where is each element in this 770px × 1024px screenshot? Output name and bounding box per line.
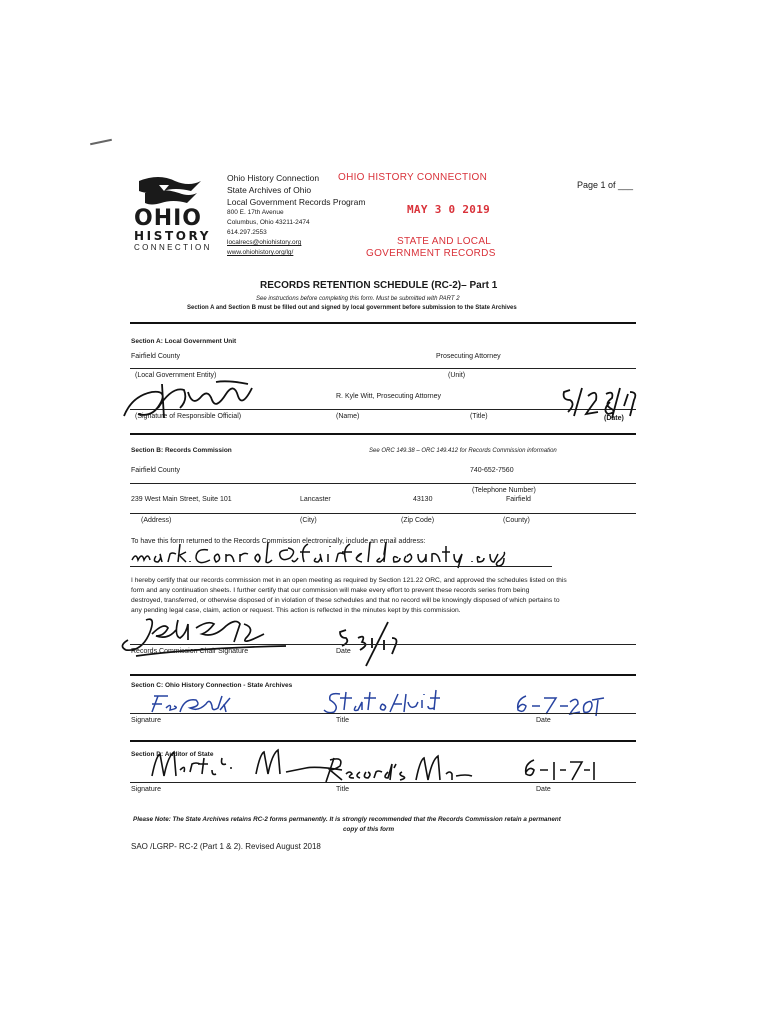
auditor-title-handwriting-icon	[316, 752, 476, 786]
org-line-3: Local Government Records Program	[227, 197, 366, 207]
section-a-divider	[130, 433, 636, 435]
handwritten-title-d	[330, 760, 336, 761]
section-b-heading: Section B: Records Commission	[131, 447, 232, 454]
handwritten-date-c	[520, 700, 524, 701]
section-d-date-label: Date	[536, 786, 551, 793]
logo-word-connection: CONNECTION	[134, 243, 212, 252]
header-org-block	[227, 172, 365, 258]
org-line-2: State Archives of Ohio	[227, 185, 312, 195]
address-line-1: 800 E. 17th Avenue	[227, 209, 284, 216]
entity-label: (Local Government Entity)	[135, 372, 217, 379]
chair-date-label: Date	[336, 648, 351, 655]
certify-text-4: any pending legal case, claim, action or request. This action is reflected in the minutes kept by this commission.	[131, 607, 461, 614]
certify-text-3: destroyed, transferred, or otherwise disposed of in violation of these schedules and that no record will be knowingly disposed of which pertains to	[131, 597, 560, 604]
name-label: (Name)	[336, 413, 360, 420]
handwritten-date-d	[525, 765, 528, 766]
phone-label: (Telephone Number)	[472, 487, 536, 494]
signature-label: (Signature of Responsible Official)	[135, 413, 242, 420]
handwritten-date-a	[560, 386, 563, 387]
zip-label: (Zip Code)	[401, 517, 435, 524]
logo-word-ohio: OHIO	[134, 206, 203, 231]
unit-label: (Unit)	[448, 372, 466, 379]
stamp-line-4: GOVERNMENT RECORDS	[366, 248, 496, 259]
county-label: (County)	[503, 517, 530, 524]
section-c-date-label: Date	[536, 717, 551, 724]
section-c-heading: Section C: Ohio History Connection - State Archives	[131, 682, 293, 689]
section-d-title-label: Title	[336, 786, 349, 793]
archives-date-handwriting-icon	[512, 692, 602, 718]
county-value: Fairfield	[506, 496, 531, 503]
chair-signature-label: Records Commission Chair Signature	[131, 648, 249, 655]
section-b-divider	[130, 674, 636, 676]
city-label: (City)	[300, 517, 317, 524]
section-b-line-1	[130, 483, 636, 484]
section-c-signature-label: Signature	[131, 717, 161, 724]
certify-text-1: I hereby certify that our records commission met in an open meeting as required by Section 121.22 ORC, and approved the schedules listed on this	[131, 577, 567, 584]
section-d-signature-label: Signature	[131, 786, 161, 793]
unit-value: Prosecuting Attorney	[436, 353, 501, 360]
commission-county: Fairfield County	[131, 467, 181, 474]
date-label: (Date)	[604, 415, 624, 422]
address-line-2: Columbus, Ohio 43211-2474	[227, 219, 310, 226]
city-value: Lancaster	[300, 496, 331, 503]
section-d-line	[130, 782, 636, 783]
section-a-line-1	[130, 368, 636, 369]
page-label: Page 1 of ___	[577, 180, 634, 190]
address-line-3: 614.297.2553	[227, 229, 267, 236]
title-subtitle-1: See instructions before completing this form. Must be submitted with PART 2	[256, 296, 460, 302]
address-label: (Address)	[141, 517, 172, 524]
certify-text-2: form and any continuation sheets. I further certify that our commission will make every effort to prevent these records series from being	[131, 587, 530, 594]
section-a-heading: Section A: Local Government Unit	[131, 338, 237, 345]
page-title: RECORDS RETENTION SCHEDULE (RC-2)– Part 1	[260, 280, 498, 291]
footer-revision: SAO /LGRP- RC-2 (Part 1 & 2). Revised August 2018	[131, 842, 321, 851]
chair-signature-line	[130, 644, 636, 645]
scan-artifact	[90, 139, 112, 146]
section-c-title-label: Title	[336, 717, 349, 724]
zip-value: 43130	[413, 496, 433, 503]
orc-note: See ORC 149.38 – ORC 149.412 for Records Commission information	[369, 448, 557, 454]
stamp-line-1: OHIO HISTORY CONNECTION	[338, 172, 488, 183]
section-c-line	[130, 713, 636, 714]
title-label: (Title)	[470, 413, 488, 420]
handwritten-date-b	[340, 630, 343, 631]
stamp-date: MAY 3 0 2019	[407, 203, 491, 216]
email-line	[130, 566, 552, 567]
stamp-line-3: STATE AND LOCAL	[397, 236, 492, 247]
handwritten-date-a-icon	[560, 386, 642, 420]
footer-note-2: copy of this form	[343, 826, 395, 833]
address-value: 239 West Main Street, Suite 101	[131, 496, 232, 503]
title-divider	[130, 322, 636, 324]
handwritten-email	[130, 548, 147, 549]
phone-value: 740-652-7560	[470, 467, 514, 474]
logo-word-history: HISTORY	[134, 229, 212, 243]
email-prompt: To have this form returned to the Records Commission electronically, include an email address:	[131, 538, 426, 545]
name-value: R. Kyle Witt, Prosecuting Attorney	[336, 393, 442, 400]
email-link[interactable]: localrecs@ohiohistory.org	[227, 239, 302, 246]
title-subtitle-2: Section A and Section B must be filled out and signed by local government before submission to the State Archives	[187, 305, 517, 311]
website-link[interactable]: www.ohiohistory.org/lg/	[227, 249, 294, 256]
official-signature-icon	[118, 378, 268, 426]
org-line-1: Ohio History Connection	[227, 173, 320, 183]
footer-note-1: Please Note: The State Archives retains RC-2 forms permanently. It is strongly recommended that the Records Commission retain a permanent	[133, 816, 561, 823]
entity-value: Fairfield County	[131, 353, 181, 360]
section-b-line-2	[130, 513, 636, 514]
section-c-divider	[130, 740, 636, 742]
section-d-heading: Section D: Auditor of State	[131, 751, 214, 758]
